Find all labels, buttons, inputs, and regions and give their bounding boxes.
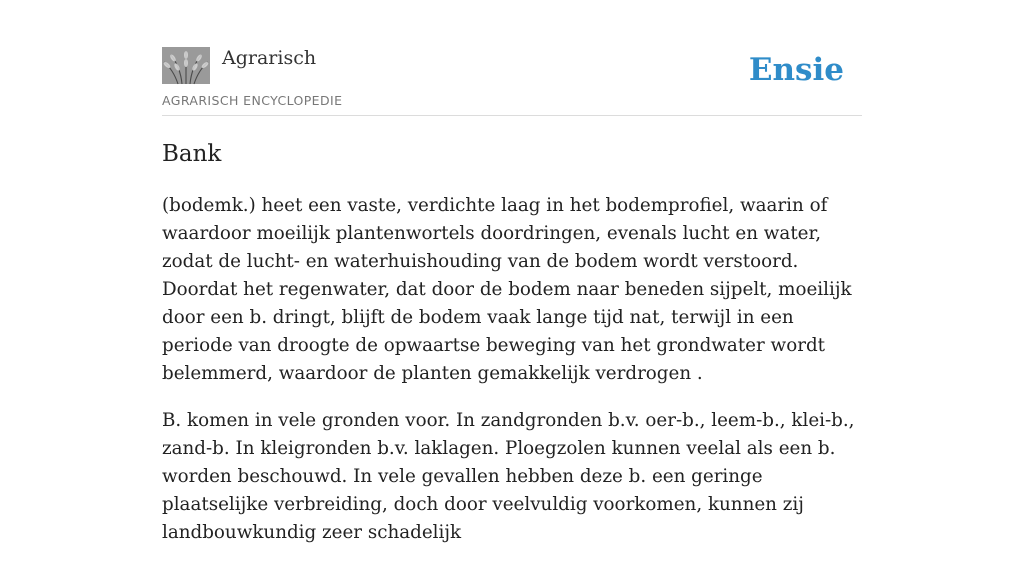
entry-body bbox=[162, 192, 862, 566]
brand-logo-link[interactable]: Ensie bbox=[748, 52, 844, 88]
paragraph: (bodemk.) heet een vaste, verdichte laag in het bodemprofiel, waarin of waardoor moeilijk plantenwortels doordringen, evenals lucht en water, zodat de lucht- en waterhuishouding van de bodem wordt verstoord. Doordat het regenwater, dat door de bodem naar beneden sijpelt, moeilijk door een b. dringt, blijft de bodem vaak lange tijd nat, terwijl in een periode van droogte de opwaartse beweging van het grondwater wordt belemmerd, waardoor de planten gemakkelijk verdrogen . bbox=[162, 195, 852, 384]
source-subtitle: AGRARISCH ENCYCLOPEDIE bbox=[162, 93, 343, 108]
wheat-icon[interactable] bbox=[162, 47, 210, 84]
source-title-link[interactable]: Agrarisch bbox=[222, 47, 317, 69]
header bbox=[162, 0, 862, 116]
page-title: Bank bbox=[162, 141, 222, 167]
paragraph: B. komen in vele gronden voor. In zandgronden b.v. oer-b., leem-b., klei-b., zand-b. In kleigronden b.v. laklagen. Ploegzolen kunnen veelal als een b. worden beschouwd. In vele gevallen hebben deze b. een geringe plaatselijke verbreiding, doch door veelvuldig voorkomen, kunnen zij landbouwkundig zeer schadelijk bbox=[162, 410, 855, 543]
content-column bbox=[162, 0, 862, 543]
